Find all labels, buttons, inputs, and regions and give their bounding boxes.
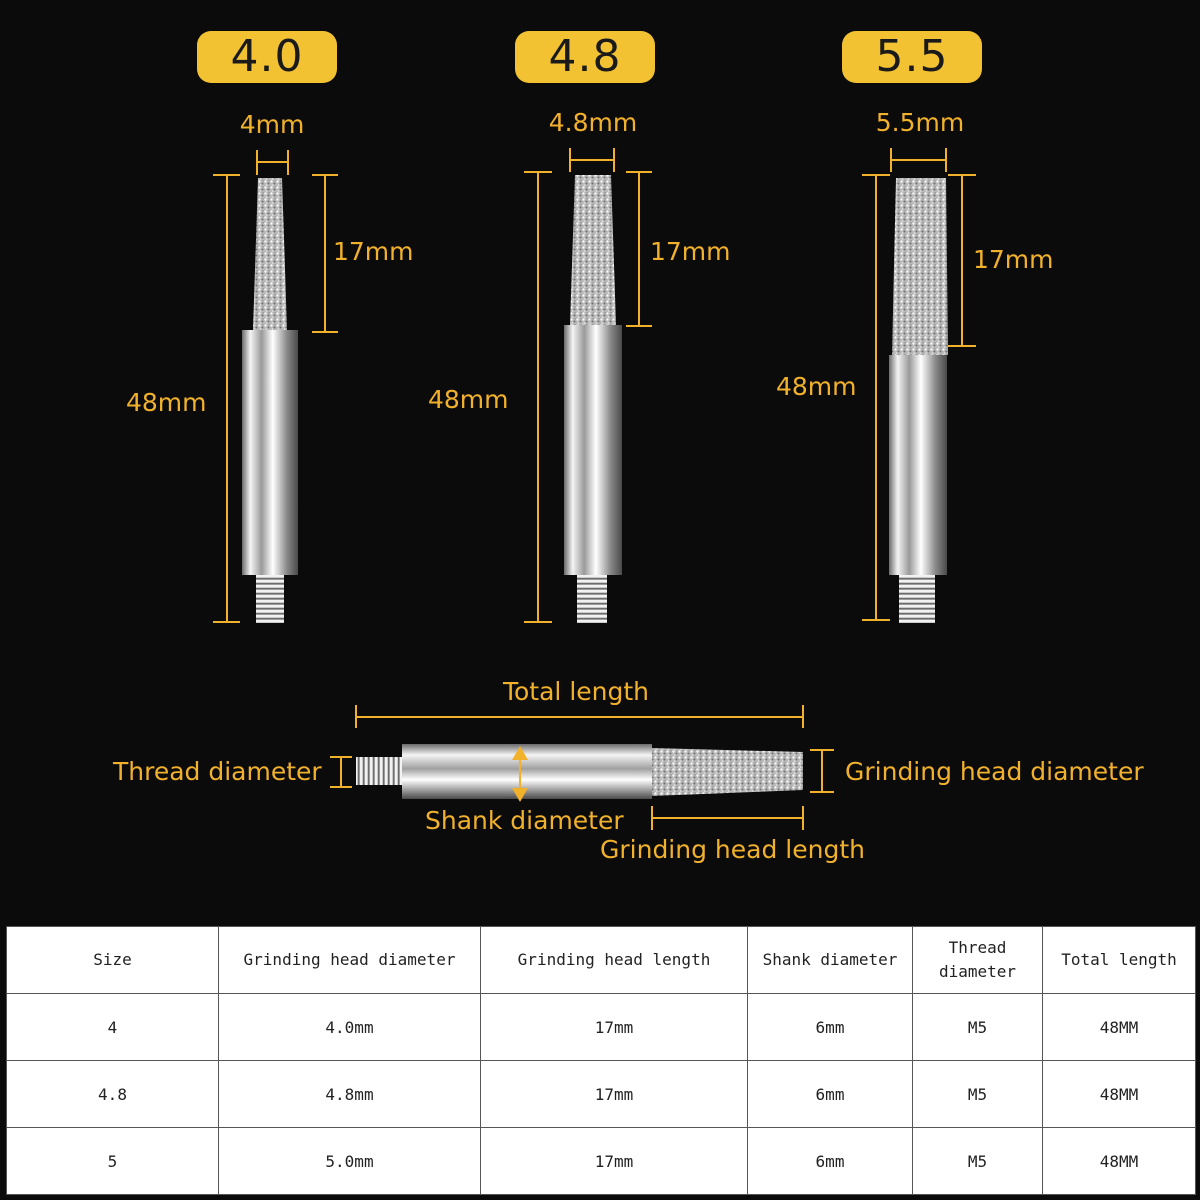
shank-diameter-label: Shank diameter bbox=[425, 806, 624, 835]
diagram-shank bbox=[402, 744, 652, 799]
table-row bbox=[7, 994, 1196, 1061]
shank bbox=[242, 330, 298, 575]
table-header-row bbox=[7, 927, 1196, 994]
head-diameter-label-3: 5.5mm bbox=[875, 108, 965, 137]
head-diameter-label-2: 4.8mm bbox=[548, 108, 638, 137]
dim-total-length-3 bbox=[862, 175, 890, 620]
dim-total-length-1 bbox=[213, 175, 240, 622]
shank bbox=[564, 325, 622, 575]
total-length-label-1: 48mm bbox=[126, 388, 207, 417]
shank bbox=[889, 355, 947, 575]
table-cell: M5 bbox=[913, 1128, 1043, 1195]
size-badge-4-8: 4.8 bbox=[515, 31, 655, 83]
table-cell: 17mm bbox=[481, 1128, 748, 1195]
head-length-label-3: 17mm bbox=[973, 245, 1054, 274]
table-row bbox=[7, 1061, 1196, 1128]
spec-table bbox=[6, 926, 1196, 1195]
table-header: Total length bbox=[1043, 927, 1196, 994]
table-cell: 4.8mm bbox=[219, 1061, 481, 1128]
table-cell: 48MM bbox=[1043, 994, 1196, 1061]
diagram-bit bbox=[356, 744, 803, 799]
size-badge-5-5: 5.5 bbox=[842, 31, 982, 83]
bit-5-5 bbox=[889, 178, 948, 623]
table-header: Shank diameter bbox=[748, 927, 913, 994]
table-cell: 6mm bbox=[748, 994, 913, 1061]
table-cell: 6mm bbox=[748, 1128, 913, 1195]
table-header: Thread diameter bbox=[913, 927, 1043, 994]
head-diameter-label-1: 4mm bbox=[239, 110, 305, 139]
dim-head-diameter-1 bbox=[257, 150, 288, 175]
total-length-label: Total length bbox=[502, 677, 650, 706]
table-header: Grinding head length bbox=[481, 927, 748, 994]
table-header: Size bbox=[7, 927, 219, 994]
bit-4-0 bbox=[242, 178, 298, 623]
grinding-head-length-label: Grinding head length bbox=[600, 835, 865, 864]
thread bbox=[256, 575, 284, 623]
thread bbox=[577, 575, 607, 623]
table-cell: 5.0mm bbox=[219, 1128, 481, 1195]
size-badge-4-0: 4.0 bbox=[197, 31, 337, 83]
table-cell: 6mm bbox=[748, 1061, 913, 1128]
dim-grinding-head-length bbox=[652, 806, 803, 830]
diagram-grinding-head bbox=[652, 748, 803, 796]
table-cell: 17mm bbox=[481, 1061, 748, 1128]
total-length-label-2: 48mm bbox=[428, 385, 509, 414]
dim-grinding-head-diameter bbox=[810, 750, 834, 792]
table-cell: 4 bbox=[7, 994, 219, 1061]
table-cell: 4.8 bbox=[7, 1061, 219, 1128]
diagram-thread bbox=[356, 757, 402, 785]
table-header: Grinding head diameter bbox=[219, 927, 481, 994]
table-cell: 5 bbox=[7, 1128, 219, 1195]
dim-head-length-3 bbox=[948, 175, 976, 346]
dim-total-length-2 bbox=[524, 172, 552, 622]
total-length-label-3: 48mm bbox=[776, 372, 857, 401]
grinding-head bbox=[253, 178, 287, 330]
table-cell: M5 bbox=[913, 1061, 1043, 1128]
table-cell: 48MM bbox=[1043, 1128, 1196, 1195]
head-length-label-1: 17mm bbox=[333, 237, 414, 266]
dim-total-length bbox=[356, 705, 803, 728]
grinding-head bbox=[892, 178, 948, 355]
dim-thread-diameter bbox=[330, 757, 352, 787]
bit-4-8 bbox=[564, 175, 622, 623]
thread bbox=[899, 575, 935, 623]
thread-diameter-label: Thread diameter bbox=[113, 757, 322, 786]
dim-head-diameter-3 bbox=[891, 148, 946, 172]
dim-head-length-2 bbox=[626, 172, 652, 326]
table-cell: 48MM bbox=[1043, 1061, 1196, 1128]
head-length-label-2: 17mm bbox=[650, 237, 731, 266]
table-cell: M5 bbox=[913, 994, 1043, 1061]
dim-head-diameter-2 bbox=[570, 148, 614, 172]
grinding-head-diameter-label: Grinding head diameter bbox=[845, 757, 1144, 786]
grinding-head bbox=[570, 175, 616, 325]
table-cell: 17mm bbox=[481, 994, 748, 1061]
table-row bbox=[7, 1128, 1196, 1195]
table-cell: 4.0mm bbox=[219, 994, 481, 1061]
